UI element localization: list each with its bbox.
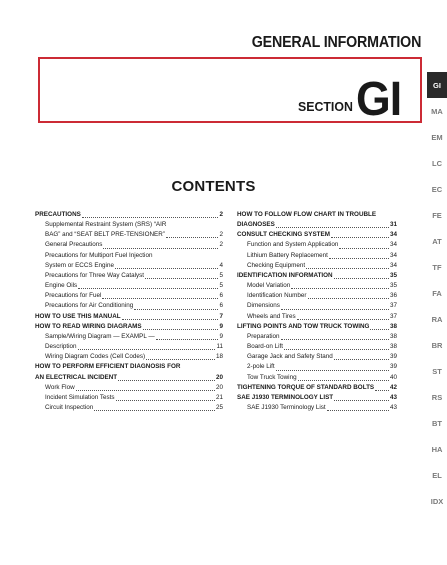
- toc-entry[interactable]: [237, 342, 397, 352]
- dot-leader: [94, 410, 215, 411]
- toc-entry-page: 2: [219, 211, 223, 218]
- section-tab-at[interactable]: AT: [432, 236, 442, 246]
- toc-entry[interactable]: [35, 322, 223, 332]
- toc-entry-page: 38: [389, 343, 397, 351]
- toc-entry-title: Model Variation: [247, 282, 291, 290]
- toc-entry-title: Precautions for Multiport Fuel Injection: [45, 251, 153, 259]
- toc-entry-page: 38: [389, 332, 397, 340]
- toc-entry-title: Dimensions: [247, 302, 280, 310]
- toc-entry-page: 2: [219, 231, 223, 239]
- toc-entry-title: DIAGNOSES: [237, 221, 275, 229]
- toc-entry-page: 2: [219, 241, 223, 249]
- dot-leader: [143, 329, 219, 330]
- toc-column-right: [237, 210, 397, 413]
- dot-leader: [284, 349, 389, 350]
- toc-entry-title: Function and System Application: [247, 241, 339, 249]
- dot-leader: [118, 380, 215, 381]
- manual-title: GENERAL INFORMATION: [251, 34, 421, 51]
- toc-entry-page: 34: [389, 241, 397, 249]
- dot-leader: [166, 237, 219, 238]
- dot-leader: [297, 319, 389, 320]
- toc-entry-page: 35: [389, 271, 397, 279]
- toc-entry-title: HOW TO USE THIS MANUAL: [35, 312, 121, 320]
- toc-entry[interactable]: [35, 393, 223, 403]
- section-tab-bt[interactable]: BT: [432, 418, 442, 428]
- toc-entry-page: 34: [389, 231, 397, 239]
- toc-entry-title: Preparation: [247, 332, 280, 340]
- toc-entry-title: Garage Jack and Safety Stand: [247, 353, 333, 361]
- toc-entry-page: 9: [219, 322, 223, 330]
- dot-leader: [76, 390, 215, 391]
- toc-entry-page: 43: [389, 393, 397, 401]
- toc-entry[interactable]: [35, 210, 223, 220]
- section-tab-ha[interactable]: HA: [431, 444, 443, 454]
- toc-entry-title: Incident Simulation Tests: [45, 393, 115, 401]
- toc-entry[interactable]: [35, 383, 223, 393]
- toc-entry-page: 37: [389, 312, 397, 320]
- toc-entry-page: 37: [389, 302, 397, 310]
- section-tab-el[interactable]: EL: [432, 470, 442, 480]
- dot-leader: [281, 309, 389, 310]
- toc-entry[interactable]: [237, 251, 397, 261]
- dot-leader: [327, 410, 389, 411]
- toc-entry[interactable]: [35, 362, 223, 372]
- toc-entry[interactable]: [35, 342, 223, 352]
- toc-entry-title: Checking Equipment: [247, 261, 306, 269]
- toc-entry-title: SAE J1930 TERMINOLOGY LIST: [237, 393, 334, 401]
- toc-entry-title: TIGHTENING TORQUE OF STANDARD BOLTS: [237, 383, 375, 391]
- toc-entry-title: General Precautions: [45, 241, 103, 249]
- toc-entry-page: 25: [215, 403, 223, 411]
- toc-entry[interactable]: [35, 271, 223, 281]
- toc-entry-title: Supplemental Restraint System (SRS) “AIR: [45, 221, 167, 229]
- toc-entry-title: 2-pole Lift: [247, 363, 275, 371]
- dot-leader: [145, 278, 218, 279]
- section-index-tabs: [427, 72, 447, 514]
- dot-leader: [334, 400, 389, 401]
- toc-entry[interactable]: [35, 332, 223, 342]
- toc-entry-page: 36: [389, 292, 397, 300]
- section-tab-em[interactable]: EM: [431, 132, 443, 142]
- toc-column-left: [35, 210, 223, 413]
- toc-entry-page: 42: [389, 383, 397, 391]
- section-code: GI: [356, 73, 402, 126]
- dot-leader: [298, 380, 389, 381]
- toc-entry-page: 21: [215, 393, 223, 401]
- toc-entry-page: 6: [219, 302, 223, 310]
- toc-entry-page: 7: [219, 312, 223, 320]
- section-tab-tf[interactable]: TF: [432, 262, 442, 272]
- toc-entry-title: PRECAUTIONS: [35, 211, 81, 218]
- toc-entry[interactable]: [237, 301, 397, 311]
- section-tab-st[interactable]: ST: [432, 366, 442, 376]
- section-label: SECTION: [298, 99, 353, 114]
- toc-entry-title: System or ECCS Engine: [45, 261, 114, 269]
- dot-leader: [331, 237, 389, 238]
- toc-entry[interactable]: [237, 312, 397, 322]
- toc-entry[interactable]: [237, 240, 397, 250]
- section-tab-gi[interactable]: GI: [427, 72, 447, 98]
- toc-entry-title: Wiring Diagram Codes (Cell Codes): [45, 353, 146, 361]
- toc-entry-title: Precautions for Air Conditioning: [45, 302, 134, 310]
- toc-entry[interactable]: [237, 393, 397, 403]
- contents-heading: CONTENTS: [171, 178, 256, 195]
- section-tab-ra[interactable]: RA: [431, 314, 443, 324]
- toc-entry-page: 4: [219, 261, 223, 269]
- toc-entry-page: 40: [389, 373, 397, 381]
- toc-entry-title: Precautions for Fuel: [45, 292, 102, 300]
- toc-entry-page: 35: [389, 282, 397, 290]
- dot-leader: [308, 298, 389, 299]
- section-tab-br[interactable]: BR: [431, 340, 443, 350]
- toc-entry-page: 39: [389, 363, 397, 371]
- toc-entry-title: CONSULT CHECKING SYSTEM: [237, 231, 330, 239]
- section-tab-ec[interactable]: EC: [431, 184, 443, 194]
- dot-leader: [276, 370, 389, 371]
- dot-leader: [82, 217, 219, 218]
- dot-leader: [375, 390, 389, 391]
- toc-entry-title: HOW TO READ WIRING DIAGRAMS: [35, 322, 142, 330]
- dot-leader: [334, 359, 389, 360]
- dot-leader: [276, 227, 389, 228]
- section-tab-ma[interactable]: MA: [431, 106, 443, 116]
- toc-entry-title: IDENTIFICATION INFORMATION: [237, 271, 333, 279]
- toc-entry-page: 34: [389, 261, 397, 269]
- dot-leader: [291, 288, 389, 289]
- section-tab-fa[interactable]: FA: [432, 288, 442, 298]
- toc-entry[interactable]: [237, 210, 397, 220]
- toc-entry[interactable]: [237, 261, 397, 271]
- dot-leader: [281, 339, 389, 340]
- toc-entry[interactable]: [237, 220, 397, 230]
- toc-entry[interactable]: [237, 383, 397, 393]
- toc-entry[interactable]: [35, 251, 223, 261]
- toc-entry[interactable]: [237, 230, 397, 240]
- toc-entry-page: 18: [215, 353, 223, 361]
- toc-entry-title: Precautions for Three Way Catalyst: [45, 271, 145, 279]
- toc-entry[interactable]: [35, 220, 223, 230]
- section-tab-lc[interactable]: LC: [432, 158, 442, 168]
- toc-entry[interactable]: [237, 281, 397, 291]
- toc-entry-title: Tow Truck Towing: [247, 373, 297, 381]
- dot-leader: [134, 309, 218, 310]
- toc-entry-page: 5: [219, 271, 223, 279]
- dot-leader: [146, 359, 215, 360]
- toc-entry[interactable]: [35, 291, 223, 301]
- dot-leader: [102, 298, 218, 299]
- toc-entry-title: Circuit Inspection: [45, 403, 94, 411]
- toc-entry-title: BAG” and “SEAT BELT PRE-TENSIONER”: [45, 231, 165, 239]
- toc-entry[interactable]: [237, 403, 397, 413]
- toc-entry[interactable]: [237, 362, 397, 372]
- toc-entry-page: 39: [389, 353, 397, 361]
- section-tab-rs[interactable]: RS: [431, 392, 443, 402]
- dot-leader: [116, 400, 215, 401]
- dot-leader: [329, 258, 389, 259]
- dot-leader: [78, 288, 218, 289]
- toc-entry-page: 20: [215, 383, 223, 391]
- toc-entry[interactable]: [237, 322, 397, 332]
- toc-entry-page: 6: [219, 292, 223, 300]
- dot-leader: [103, 248, 218, 249]
- toc-entry-page: 9: [219, 332, 223, 340]
- toc-entry[interactable]: [35, 352, 223, 362]
- toc-entry[interactable]: [35, 240, 223, 250]
- toc-entry-title: HOW TO FOLLOW FLOW CHART IN TROUBLE: [237, 211, 377, 218]
- dot-leader: [156, 339, 219, 340]
- toc-entry-title: Wheels and Tires: [247, 312, 296, 320]
- toc-entry-title: Work Flow: [45, 383, 75, 391]
- toc-entry[interactable]: [35, 281, 223, 291]
- toc-entry-page: 38: [389, 322, 397, 330]
- toc-entry[interactable]: [35, 261, 223, 271]
- toc-entry-title: AN ELECTRICAL INCIDENT: [35, 373, 118, 381]
- toc-entry[interactable]: [237, 291, 397, 301]
- toc-entry[interactable]: [35, 230, 223, 240]
- toc-entry-title: Description: [45, 343, 77, 351]
- toc-entry-title: LIFTING POINTS AND TOW TRUCK TOWING: [237, 322, 370, 330]
- toc-entry[interactable]: [35, 373, 223, 383]
- toc-entry-page: 20: [215, 373, 223, 381]
- toc-entry-title: HOW TO PERFORM EFFICIENT DIAGNOSIS FOR: [35, 363, 181, 371]
- toc-entry[interactable]: [35, 312, 223, 322]
- dot-leader: [334, 278, 389, 279]
- toc-entry[interactable]: [35, 301, 223, 311]
- toc-entry[interactable]: [237, 332, 397, 342]
- dot-leader: [339, 248, 389, 249]
- toc-entry[interactable]: [35, 403, 223, 413]
- toc-entry-title: SAE J1930 Terminology List: [247, 403, 326, 411]
- toc-entry-title: Sample/Wiring Diagram — EXAMPL —: [45, 332, 155, 340]
- toc-entry[interactable]: [237, 352, 397, 362]
- toc-entry-page: 31: [389, 221, 397, 229]
- dot-leader: [370, 329, 389, 330]
- toc-entry[interactable]: [237, 271, 397, 281]
- toc-entry-title: Engine Oils: [45, 282, 78, 290]
- toc-entry[interactable]: [237, 373, 397, 383]
- dot-leader: [78, 349, 216, 350]
- dot-leader: [115, 268, 219, 269]
- dot-leader: [122, 319, 219, 320]
- toc-entry-title: Lithium Battery Replacement: [247, 251, 328, 259]
- toc-entry-title: Identification Number: [247, 292, 307, 300]
- dot-leader: [306, 268, 389, 269]
- toc-entry-title: Board-on Lift: [247, 343, 284, 351]
- toc-entry-page: 5: [219, 282, 223, 290]
- section-tab-fe[interactable]: FE: [432, 210, 442, 220]
- toc-entry-page: 43: [389, 403, 397, 411]
- toc-entry-page: 11: [216, 343, 223, 351]
- section-tab-idx[interactable]: IDX: [430, 496, 444, 506]
- toc-entry-page: 34: [389, 251, 397, 259]
